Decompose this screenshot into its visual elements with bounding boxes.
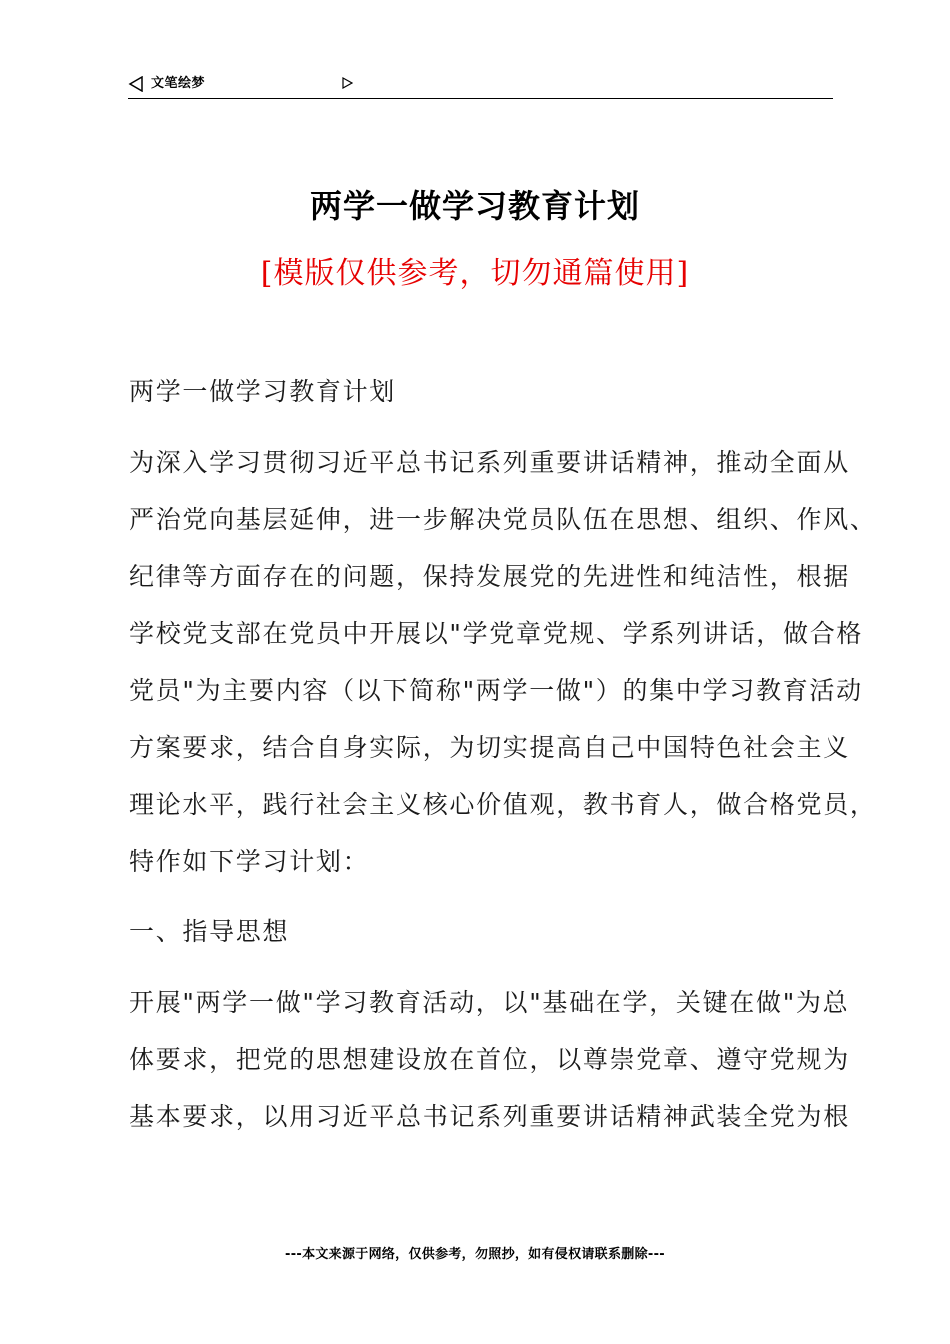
document-subtitle: [模版仅供参考，切勿通篇使用]	[260, 256, 690, 291]
paragraph-line: 开展"两学一做"学习教育活动，以"基础在学，关键在做"为总	[129, 988, 850, 1017]
paragraph-line: 学校党支部在党员中开展以"学党章党规、学系列讲话，做合格	[129, 619, 864, 648]
document-title: 两学一做学习教育计划	[309, 187, 640, 225]
header-brand: 文笔绘梦	[151, 76, 206, 91]
paragraph-line: 特作如下学习计划：	[129, 847, 370, 876]
paragraph-line: 体要求，把党的思想建设放在首位，以尊崇党章、遵守党规为	[129, 1045, 850, 1074]
section-heading: 两学一做学习教育计划	[129, 377, 397, 406]
page-footer: ---本文来源于网络，仅供参考，勿照抄，如有侵权请联系删除---	[285, 1247, 665, 1262]
paragraph-line: 基本要求，以用习近平总书记系列重要讲话精神武装全党为根	[129, 1102, 850, 1131]
triangle-right-icon	[342, 77, 353, 89]
paragraph-line: 为深入学习贯彻习近平总书记系列重要讲话精神，推动全面从	[129, 448, 850, 477]
paragraph-line: 纪律等方面存在的问题，保持发展党的先进性和纯洁性，根据	[129, 562, 850, 591]
paragraph-line: 党员"为主要内容（以下简称"两学一做"）的集中学习教育活动	[129, 676, 863, 705]
triangle-left-icon	[128, 76, 144, 92]
paragraph-line: 方案要求，结合自身实际，为切实提高自己中国特色社会主义	[129, 733, 850, 762]
page-header	[128, 70, 833, 99]
paragraph-line: 理论水平，践行社会主义核心价值观，教书育人，做合格党员，	[129, 790, 877, 819]
paragraph-line: 严治党向基层延伸，进一步解决党员队伍在思想、组织、作风、	[129, 505, 877, 534]
section-heading: 一、指导思想	[129, 917, 290, 946]
